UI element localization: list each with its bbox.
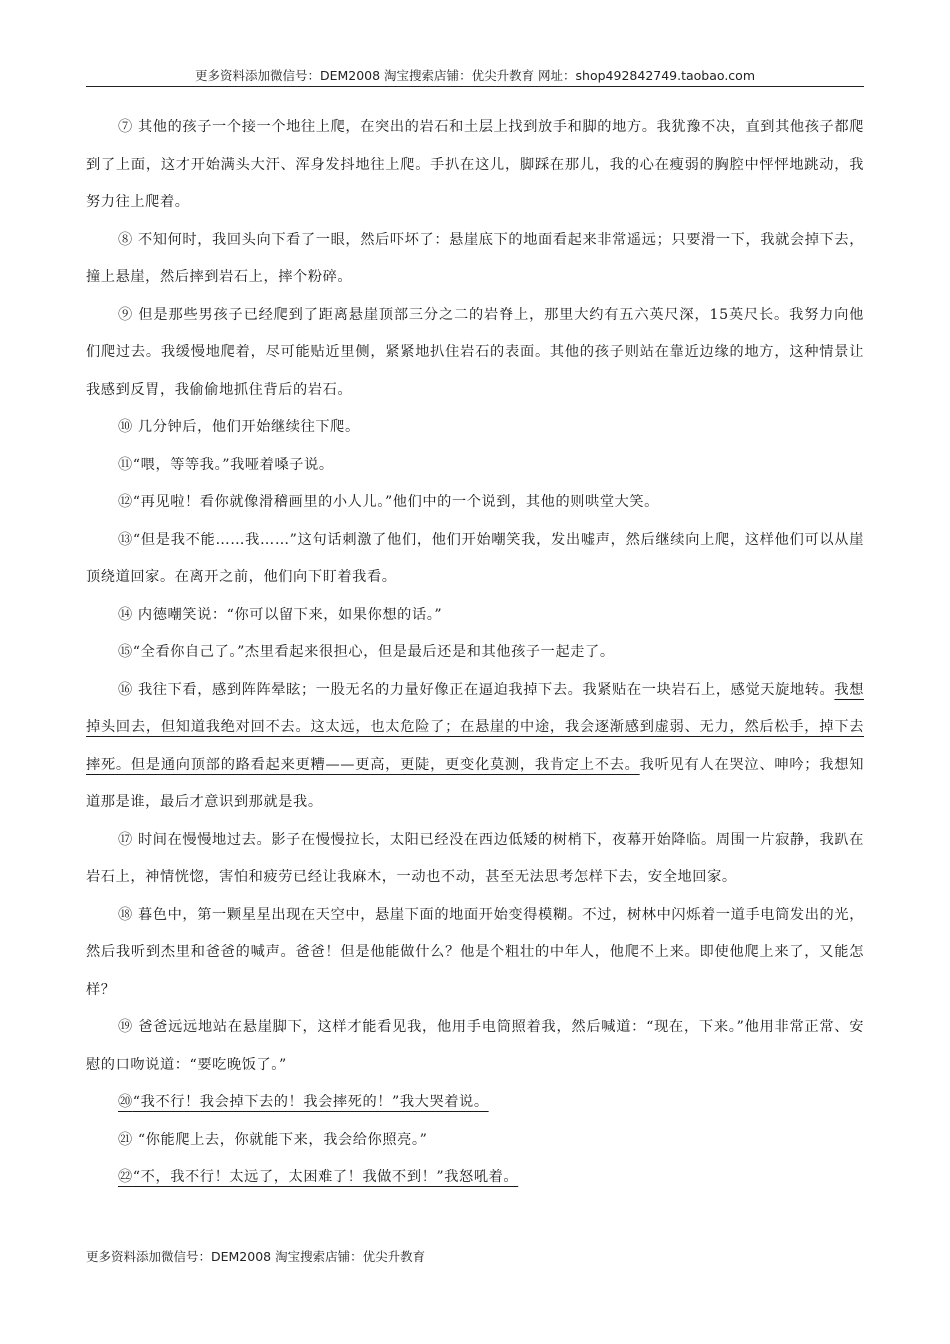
paragraph-number: ⑰ bbox=[118, 831, 133, 848]
paragraph-number: ㉑ bbox=[118, 1131, 133, 1148]
paragraph-10 bbox=[86, 409, 864, 447]
paragraph-text: 不知何时，我回头向下看了一眼，然后吓坏了：悬崖底下的地面看起来非常遥远；只要滑一下，我就会掉下去，撞上悬崖，然后摔到岩石上，摔个粉碎。 bbox=[86, 231, 864, 285]
paragraph-number: ⑨ bbox=[118, 306, 134, 323]
paragraph-number: ⑮ bbox=[118, 644, 133, 660]
paragraph-number: ⑩ bbox=[118, 419, 133, 435]
paragraph-text: “喂，等等我。”我哑着嗓子说。 bbox=[132, 456, 334, 473]
paragraph-text: “全看你自己了。”杰里看起来很担心，但是最后还是和其他孩子一起走了。 bbox=[132, 644, 615, 660]
paragraph-22 bbox=[86, 1159, 864, 1197]
page-footer: 更多资料添加微信号：DEM2008 淘宝搜索店铺：优尖升教育 bbox=[86, 1249, 426, 1264]
paragraph-number: ⑫ bbox=[118, 494, 133, 510]
paragraph-number: ⑭ bbox=[118, 606, 133, 623]
paragraph-number: ⑦ bbox=[118, 119, 133, 135]
paragraph-number: ⑬ bbox=[118, 531, 133, 548]
paragraph-12 bbox=[86, 484, 864, 522]
paragraph-17 bbox=[86, 822, 864, 897]
article-body bbox=[86, 109, 864, 1197]
paragraph-18 bbox=[86, 897, 864, 1010]
paragraph-text: 但是那些男孩子已经爬到了距离悬崖顶部三分之二的岩脊上，那里大约有五六英尺深，15英尺长。我努力向他们爬过去。我缓慢地爬着，尽可能贴近里侧，紧紧地扒住岩石的表面。其他的孩子则站在靠近边缘的地方，这种情景让我感到反胃，我偷偷地抓住背后的岩石。 bbox=[86, 306, 864, 398]
paragraph-19 bbox=[86, 1009, 864, 1084]
underlined-passage: 我想掉头回去，但知道我绝对回不去。这太远，也太危险了；在悬崖的中途，我会逐渐感到虚弱、无力，然后松手，掉下去摔死。但是通向顶部的路看起来更糟——更高，更陡，更变化莫测，我肯定上不去。 bbox=[86, 681, 864, 773]
underlined-passage: “不，我不行！太远了，太困难了！我做不到！”我怒吼着。 bbox=[132, 1169, 519, 1185]
paragraph-number: ⑱ bbox=[118, 906, 133, 923]
header-divider bbox=[86, 86, 864, 87]
paragraph-11 bbox=[86, 447, 864, 485]
paragraph-text-continued: 我听见有人在哭泣、呻吟；我想知道那是谁，最后才意识到那就是我。 bbox=[86, 756, 864, 810]
paragraph-number: ⑯ bbox=[118, 681, 133, 698]
paragraph-text: 爸爸远远地站在悬崖脚下，这样才能看见我，他用手电筒照着我，然后喊道：“现在，下来。”他用非常正常、安慰的口吻说道：“要吃晚饭了。” bbox=[86, 1019, 864, 1073]
paragraph-text: 暮色中，第一颗星星出现在天空中，悬崖下面的地面开始变得模糊。不过，树林中闪烁着一道手电筒发出的光，然后我听到杰里和爸爸的喊声。爸爸！但是他能做什么？他是个粗壮的中年人，他爬不上来。即使他爬上来了，又能怎样？ bbox=[86, 906, 864, 998]
paragraph-number: ⑲ bbox=[118, 1019, 133, 1035]
paragraph-number: ⑪ bbox=[118, 456, 133, 473]
paragraph-7 bbox=[86, 109, 864, 222]
paragraph-number: ㉒ bbox=[118, 1169, 133, 1185]
paragraph-15 bbox=[86, 634, 864, 672]
paragraph-21 bbox=[86, 1122, 864, 1160]
paragraph-16 bbox=[86, 672, 864, 822]
page-header: 更多资料添加微信号：DEM2008 淘宝搜索店铺：优尖升教育 网址：shop492842749.taobao.com bbox=[194, 68, 756, 83]
paragraph-13 bbox=[86, 522, 864, 597]
paragraph-text: “再见啦！看你就像滑稽画里的小人儿。”他们中的一个说到，其他的则哄堂大笑。 bbox=[132, 494, 659, 510]
paragraph-text: 内德嘲笑说：“你可以留下来，如果你想的话。” bbox=[137, 606, 443, 623]
paragraph-text: “你能爬上去，你就能下来，我会给你照亮。” bbox=[132, 1131, 428, 1148]
paragraph-8 bbox=[86, 222, 864, 297]
paragraph-text: 时间在慢慢地过去。影子在慢慢拉长，太阳已经没在西边低矮的树梢下，夜幕开始降临。周围一片寂静，我趴在岩石上，神情恍惚，害怕和疲劳已经让我麻木，一动也不动，甚至无法思考怎样下去，安全地回家。 bbox=[86, 831, 864, 885]
paragraph-text: 我往下看，感到阵阵晕眩；一股无名的力量好像正在逼迫我掉下去。我紧贴在一块岩石上，感觉天旋地转。 bbox=[137, 681, 835, 698]
paragraph-text: 其他的孩子一个接一个地往上爬，在突出的岩石和土层上找到放手和脚的地方。我犹豫不决，直到其他孩子都爬到了上面，这才开始满头大汗、浑身发抖地往上爬。手扒在这儿，脚踩在那儿，我的心在瘦弱的胸腔中怦怦地跳动，我努力往上爬着。 bbox=[86, 119, 864, 210]
paragraph-text: “但是我不能……我……”这句话刺激了他们，他们开始嘲笑我，发出嘘声，然后继续向上爬，这样他们可以从崖顶绕道回家。在离开之前，他们向下盯着我看。 bbox=[86, 531, 864, 585]
paragraph-20 bbox=[86, 1084, 864, 1122]
paragraph-9 bbox=[86, 297, 864, 410]
paragraph-number: ⑧ bbox=[118, 231, 133, 248]
paragraph-14 bbox=[86, 597, 864, 635]
paragraph-number: ⑳ bbox=[118, 1094, 133, 1110]
underlined-passage: “我不行！我会掉下去的！我会摔死的！”我大哭着说。 bbox=[132, 1094, 489, 1110]
paragraph-text: 几分钟后，他们开始继续往下爬。 bbox=[137, 419, 360, 435]
